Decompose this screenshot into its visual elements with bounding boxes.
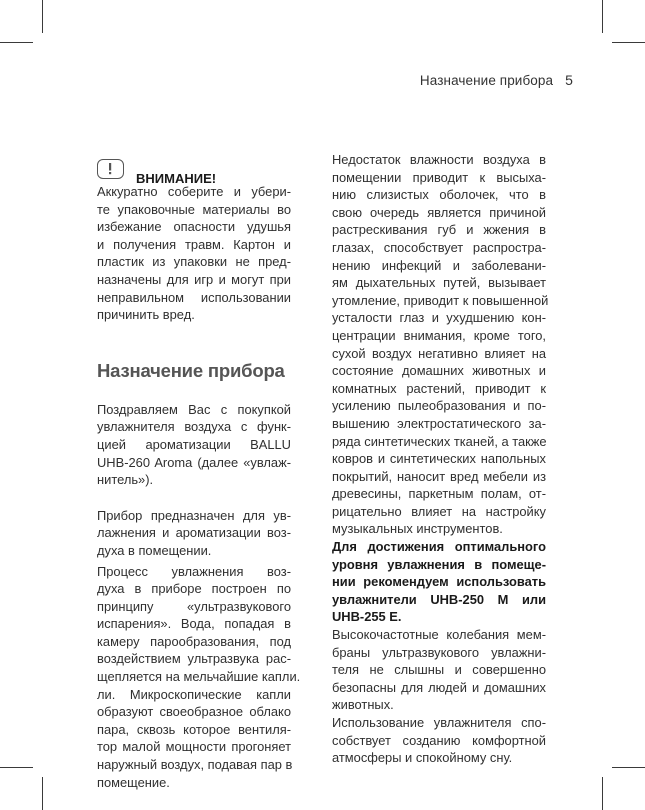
crop-mark — [612, 767, 645, 768]
warning-text — [97, 183, 291, 324]
paragraph — [97, 563, 301, 792]
text-line: Использование увлажнителя спо- — [332, 715, 546, 730]
text-line: нению инфекций и заболевани- — [332, 257, 546, 273]
warning-header — [97, 159, 291, 186]
text-line: ряда синтетических тканей, а также — [332, 433, 547, 449]
text-line: ли. Микроскопические капли — [97, 686, 291, 702]
text-line: усталости глаз и ухудшению кон- — [332, 310, 546, 326]
text-line: лажнения и ароматизации воз- — [97, 525, 291, 541]
page-number: 5 — [565, 72, 573, 88]
text-line: нию слизистых оболочек, что в — [332, 187, 546, 203]
text-line: сухой воздух негативно влияет на — [332, 345, 546, 361]
crop-mark — [0, 767, 33, 768]
text-line: рицательно влияет на настройку — [332, 503, 546, 519]
text-line: растрескивания губ и жжения в — [332, 222, 546, 238]
paragraph — [332, 626, 546, 714]
text-line: цией ароматизации BALLU — [97, 436, 291, 452]
crop-mark — [602, 777, 603, 810]
text-line: центрации внимания, кроме того, — [332, 327, 546, 343]
text-line: причинить вред. — [97, 307, 195, 323]
paragraph — [332, 151, 549, 538]
text-line: Недостаток влажности воздуха в — [332, 152, 546, 167]
text-line: Поздравляем Вас с покупкой — [97, 401, 291, 417]
text-line: пластик из упаковки не пред- — [97, 254, 291, 270]
text-line: собствует созданию комфортной — [332, 732, 546, 748]
text-line: испарения». Вода, попадая в — [97, 616, 291, 632]
text-line: безопасны для людей и домашних — [332, 679, 546, 695]
text-line: нии рекомендуем использовать — [332, 574, 546, 590]
text-line: UHB-260 Aroma (далее «увлаж- — [97, 454, 291, 470]
text-line: уровня увлажнения в помеще- — [332, 556, 546, 572]
text-line: глазах, способствует распростра- — [332, 239, 546, 255]
text-line: образуют своеобразное облако — [97, 704, 291, 720]
text-line: браны ультразвукового увлажни- — [332, 644, 546, 660]
text-line: тор малой мощности прогоняет — [97, 739, 291, 755]
text-line: увлажнителя воздуха с функ- — [97, 419, 291, 435]
text-line: принципу «ультразвукового — [97, 598, 291, 614]
text-line: музыкальных инструментов. — [332, 521, 503, 537]
text-line: щепляется на мельчайшие капли. — [97, 669, 301, 685]
text-line: помещение. — [97, 774, 170, 790]
text-line: покрытий, наносит вред мебели из — [332, 468, 546, 484]
text-line: состояние домашних животных и — [332, 363, 546, 379]
text-line: Процесс увлажнения воз- — [97, 563, 291, 579]
header-section-title: Назначение прибора — [419, 73, 554, 88]
text-line: Прибор предназначен для ув- — [97, 507, 291, 523]
section-heading: Назначение прибора — [97, 359, 285, 381]
text-line: свою очередь является причиной — [332, 204, 546, 220]
text-line: комнатных растений, приводит к — [332, 380, 546, 396]
text-line: духа в помещении. — [97, 542, 212, 558]
paragraph — [97, 401, 291, 489]
text-line: помещении приводит к высыха- — [332, 169, 546, 185]
text-line: ковров и синтетических напольных — [332, 451, 546, 467]
text-line: UHB-255 E. — [332, 609, 402, 625]
warning-icon — [97, 159, 124, 179]
crop-mark — [42, 777, 43, 810]
text-line: увлажнители UHB-250 M или — [332, 591, 546, 607]
text-line: вышению электростатического за- — [332, 415, 546, 431]
text-line: те упаковочные материалы во — [97, 201, 291, 217]
left-column — [97, 159, 301, 791]
crop-mark — [612, 42, 645, 43]
text-line: атмосферы и спокойному сну. — [332, 750, 513, 766]
text-line: назначены для игр и могут при — [97, 271, 291, 287]
text-line: нитель»). — [97, 472, 154, 488]
crop-mark — [0, 42, 33, 43]
text-line: избежание опасности удушья — [97, 219, 291, 235]
recommendation-paragraph — [332, 538, 546, 626]
text-line: и получения травм. Картон и — [97, 236, 291, 252]
warning-title: ВНИМАНИЕ! — [136, 171, 217, 186]
text-line: неправильном использовании — [97, 289, 291, 305]
text-line: воздействием ультразвука рас- — [97, 651, 291, 667]
text-line: животных. — [332, 697, 394, 713]
right-column — [332, 151, 549, 767]
text-line: духа в приборе построен по — [97, 581, 291, 597]
text-line: Аккуратно соберите и убери- — [97, 184, 291, 199]
text-line: наружный воздух, подавая пар в — [97, 757, 293, 773]
text-line: Для достижения оптимального — [332, 539, 546, 555]
crop-mark — [602, 0, 603, 33]
text-line: древесины, паркетным полам, от- — [332, 486, 546, 502]
crop-mark — [42, 0, 43, 33]
text-line: пара, сквозь которое вентиля- — [97, 721, 291, 737]
text-line: камеру парообразования, под — [97, 633, 291, 649]
text-line: утомление, приводит к повышенной — [332, 292, 549, 308]
page-header — [420, 72, 573, 88]
text-line: ям дыхательных путей, вызывает — [332, 275, 546, 291]
paragraph — [97, 507, 291, 560]
text-line: Высокочастотные колебания мем- — [332, 627, 546, 643]
paragraph — [332, 714, 546, 767]
text-line: теля не слышны и совершенно — [332, 662, 546, 678]
text-line: усилению пылеобразования и по- — [332, 398, 546, 414]
